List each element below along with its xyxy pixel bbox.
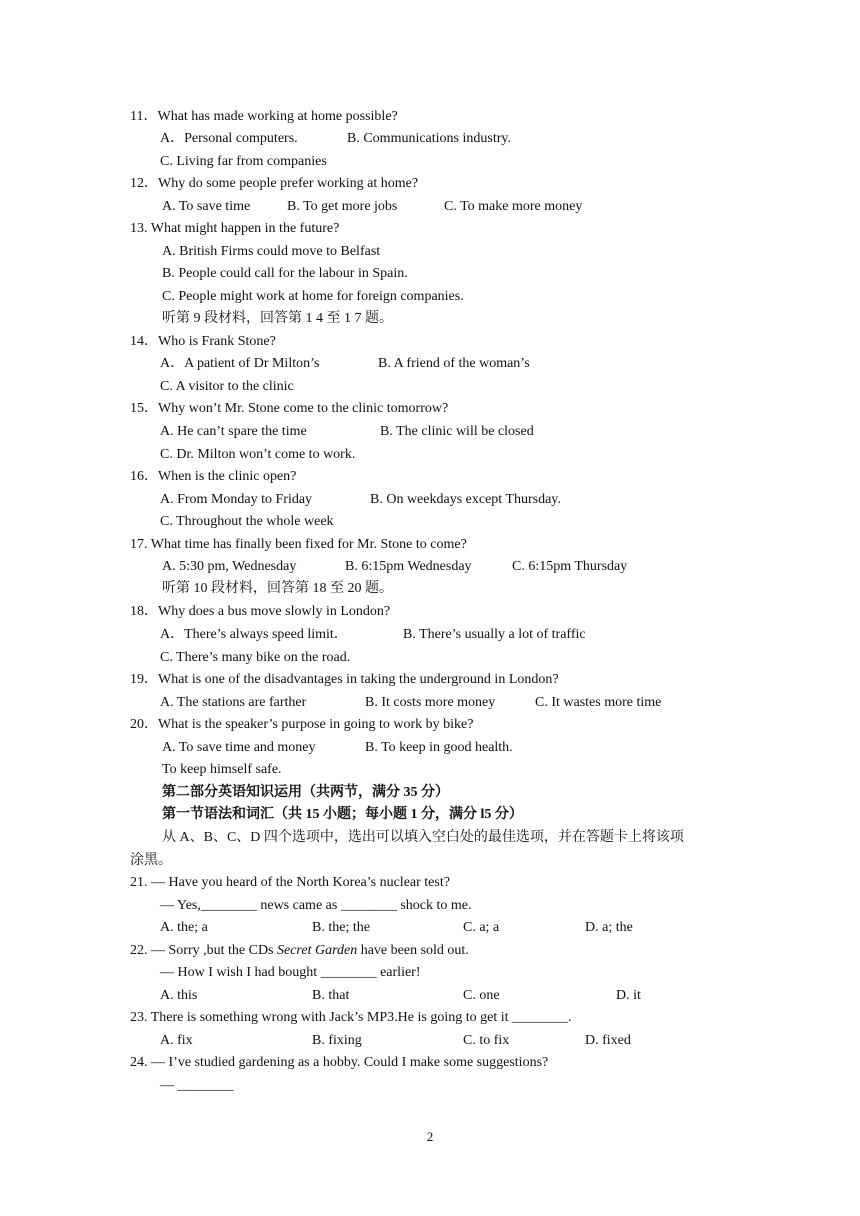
q19-option-c: C. It wastes more time <box>535 695 662 710</box>
q18-option-b: B. There’s usually a lot of traffic <box>403 627 586 642</box>
q22-option-d: D. it <box>616 988 641 1003</box>
q20-option-b: B. To keep in good health. <box>365 740 513 755</box>
q22-option-b: B. that <box>312 988 350 1003</box>
section-1-heading <box>162 806 523 824</box>
q13-option-c: C. People might work at home for foreign companies. <box>162 289 464 304</box>
q24-dialogue-line: — ________ <box>160 1078 234 1093</box>
q12-option-c: C. To make more money <box>444 199 583 214</box>
q22-dialogue-line: — How I wish I had bought ________ earlier! <box>160 965 421 980</box>
q21-option-b: B. the; the <box>312 920 370 935</box>
q15-option-c: C. Dr. Milton won’t come to work. <box>160 447 356 462</box>
q22-album-title: Secret Garden <box>277 943 358 958</box>
q11-option-a: A．Personal computers. <box>160 131 298 146</box>
q21-option-d: D. a; the <box>585 920 633 935</box>
section-1-heading-text-3: 分，满分 l5 分） <box>417 807 523 822</box>
q16-option-b: B. On weekdays except Thursday. <box>370 492 561 507</box>
q23-option-c: C. to fix <box>463 1033 510 1048</box>
q22-option-a: A. this <box>160 988 198 1003</box>
q22-stem-suffix: have been sold out. <box>357 943 469 958</box>
q22-option-c: C. one <box>463 988 500 1003</box>
q15-option-a: A. He can’t spare the time <box>160 424 307 439</box>
segment-10-instruction: 听第 10 段材料，回答第 18 至 20 题。 <box>162 581 393 596</box>
section-1-instruction-line-2: 涂黑。 <box>130 853 172 868</box>
page-number: 2 <box>426 1129 434 1144</box>
q17-option-c: C. 6:15pm Thursday <box>512 559 628 574</box>
q13-option-a: A. British Firms could move to Belfast <box>162 244 381 259</box>
question-24-stem: 24. — I’ve studied gardening as a hobby. Could I make some suggestions? <box>130 1055 549 1070</box>
question-15-stem: 15．Why won’t Mr. Stone come to the clinic tomorrow? <box>130 401 449 416</box>
q15-option-b: B. The clinic will be closed <box>380 424 534 439</box>
q12-option-b: B. To get more jobs <box>287 199 398 214</box>
q12-option-a: A. To save time <box>162 199 251 214</box>
section-1-heading-text-2: 小题；每小题 <box>319 807 411 822</box>
q20-option-a: A. To save time and money <box>162 740 316 755</box>
q18-option-c: C. There’s many bike on the road. <box>160 650 351 665</box>
question-21-stem: 21. — Have you heard of the North Korea’s nuclear test? <box>130 875 450 890</box>
q21-option-a: A. the; a <box>160 920 208 935</box>
part-2-heading: 第二部分英语知识运用（共两节，满分 35 分） <box>162 785 449 800</box>
q19-option-b: B. It costs more money <box>365 695 496 710</box>
question-16-stem: 16．When is the clinic open? <box>130 469 297 484</box>
q19-option-a: A. The stations are farther <box>160 695 307 710</box>
q14-option-c: C. A visitor to the clinic <box>160 379 294 394</box>
q14-option-a: A．A patient of Dr Milton’s <box>160 356 320 371</box>
q11-option-b: B. Communications industry. <box>347 131 511 146</box>
question-11-stem: 11．What has made working at home possible? <box>130 109 398 124</box>
question-17-stem: 17. What time has finally been fixed for Mr. Stone to come? <box>130 537 467 552</box>
q16-option-c: C. Throughout the whole week <box>160 514 334 529</box>
section-1-instruction-line-1: 从 A、B、C、D 四个选项中，选出可以填入空白处的最佳选项，并在答题卡上将该项 <box>162 830 684 845</box>
q11-option-c: C. Living far from companies <box>160 154 327 169</box>
q16-option-a: A. From Monday to Friday <box>160 492 313 507</box>
segment-9-instruction: 听第 9 段材料，回答第 1 4 至 1 7 题。 <box>162 311 393 326</box>
q17-option-a: A. 5:30 pm, Wednesday <box>162 559 297 574</box>
q20-option-c: To keep himself safe. <box>162 762 282 777</box>
question-13-stem: 13. What might happen in the future? <box>130 221 340 236</box>
section-1-heading-text-1: 第一节语法和词汇（共 <box>162 807 306 822</box>
question-22-stem <box>130 942 469 960</box>
question-20-stem: 20．What is the speaker’s purpose in going to work by bike? <box>130 717 474 732</box>
question-18-stem: 18．Why does a bus move slowly in London? <box>130 604 391 619</box>
q23-option-b: B. fixing <box>312 1033 362 1048</box>
section-1-count: 15 <box>305 807 320 822</box>
q13-option-b: B. People could call for the labour in Spain. <box>162 266 408 281</box>
question-19-stem: 19．What is one of the disadvantages in taking the underground in London? <box>130 672 559 687</box>
q14-option-b: B. A friend of the woman’s <box>378 356 530 371</box>
section-1-points: 1 <box>410 807 418 822</box>
q22-stem-prefix: 22. — Sorry ,but the CDs <box>130 943 277 958</box>
q23-option-a: A. fix <box>160 1033 193 1048</box>
question-14-stem: 14．Who is Frank Stone? <box>130 334 276 349</box>
q21-option-c: C. a; a <box>463 920 500 935</box>
q18-option-a: A．There’s always speed limit． <box>160 627 348 642</box>
question-23-stem: 23. There is something wrong with Jack’s MP3.He is going to get it ________. <box>130 1010 572 1025</box>
q21-dialogue-line: — Yes,________ news came as ________ shock to me. <box>160 898 472 913</box>
q23-option-d: D. fixed <box>585 1033 631 1048</box>
question-12-stem: 12．Why do some people prefer working at home? <box>130 176 419 191</box>
q17-option-b: B. 6:15pm Wednesday <box>345 559 472 574</box>
